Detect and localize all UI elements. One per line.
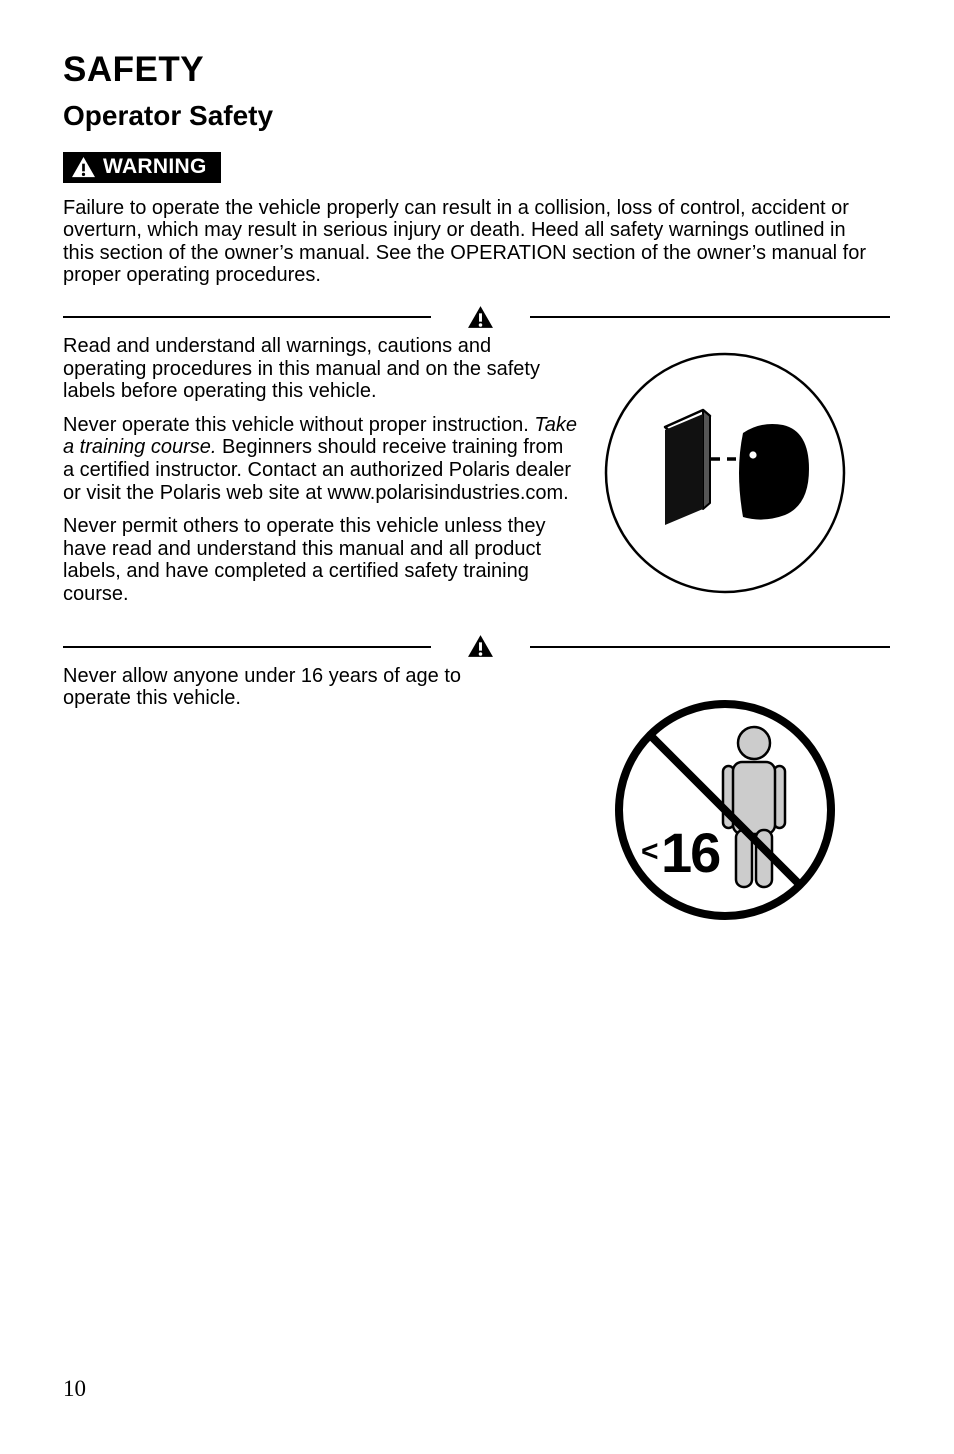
warning-triangle-icon bbox=[71, 156, 96, 179]
reader-with-manual-illustration bbox=[603, 351, 847, 600]
divider-line bbox=[63, 646, 431, 648]
less-than-symbol: < bbox=[641, 834, 659, 868]
intro-paragraph: Failure to operate the vehicle properly can result in a collision, loss of control, accident or overturn, which may result in serious injury or death. Heed all safety warnings outlined in this section of the owner’s manual. See the OPERATION section of the owner’s manual for proper operating procedures. bbox=[63, 196, 866, 287]
warning-badge-label: WARNING bbox=[103, 155, 207, 179]
page-number: 10 bbox=[63, 1376, 86, 1401]
section-divider-1 bbox=[63, 304, 890, 330]
warning-badge bbox=[63, 152, 221, 183]
paragraph-training-course bbox=[63, 414, 578, 504]
paragraph-never-permit: Never permit others to operate this vehicle unless they have read and understand this manual and all product labels, and have completed a certified safety training course. bbox=[63, 515, 546, 605]
page-subtitle: Operator Safety bbox=[63, 99, 274, 131]
age-text-column bbox=[63, 665, 533, 721]
divider-line bbox=[530, 646, 890, 648]
paragraph-segment-italic: Take a training course. bbox=[63, 413, 577, 459]
warning-triangle-icon bbox=[467, 634, 494, 659]
age-value: 16 bbox=[661, 820, 720, 884]
no-under-16-icon bbox=[613, 698, 837, 922]
reader-with-manual-icon bbox=[603, 351, 847, 595]
paragraph-under-16: Never allow anyone under 16 years of age to operate this vehicle. bbox=[63, 664, 462, 710]
training-section bbox=[63, 335, 890, 617]
paragraph-segment: Never operate this vehicle without proper instruction. bbox=[63, 413, 535, 436]
paragraph-segment: Beginners should receive training from a certified instructor. Contact an authorized Polaris dealer or visit the Polaris web site at www.polarisindustries.com. bbox=[63, 436, 572, 504]
section-divider-2 bbox=[63, 634, 890, 660]
paragraph-read-understand: Read and understand all warnings, cautions and operating procedures in this manual and on the safety labels before operating this vehicle. bbox=[63, 335, 540, 403]
page-title: SAFETY bbox=[63, 50, 205, 89]
no-under-16-illustration bbox=[613, 698, 837, 927]
training-text-column bbox=[63, 335, 578, 617]
divider-line bbox=[530, 316, 890, 318]
age-restriction-section bbox=[63, 665, 890, 927]
divider-line bbox=[63, 316, 431, 318]
warning-triangle-icon bbox=[467, 305, 494, 330]
